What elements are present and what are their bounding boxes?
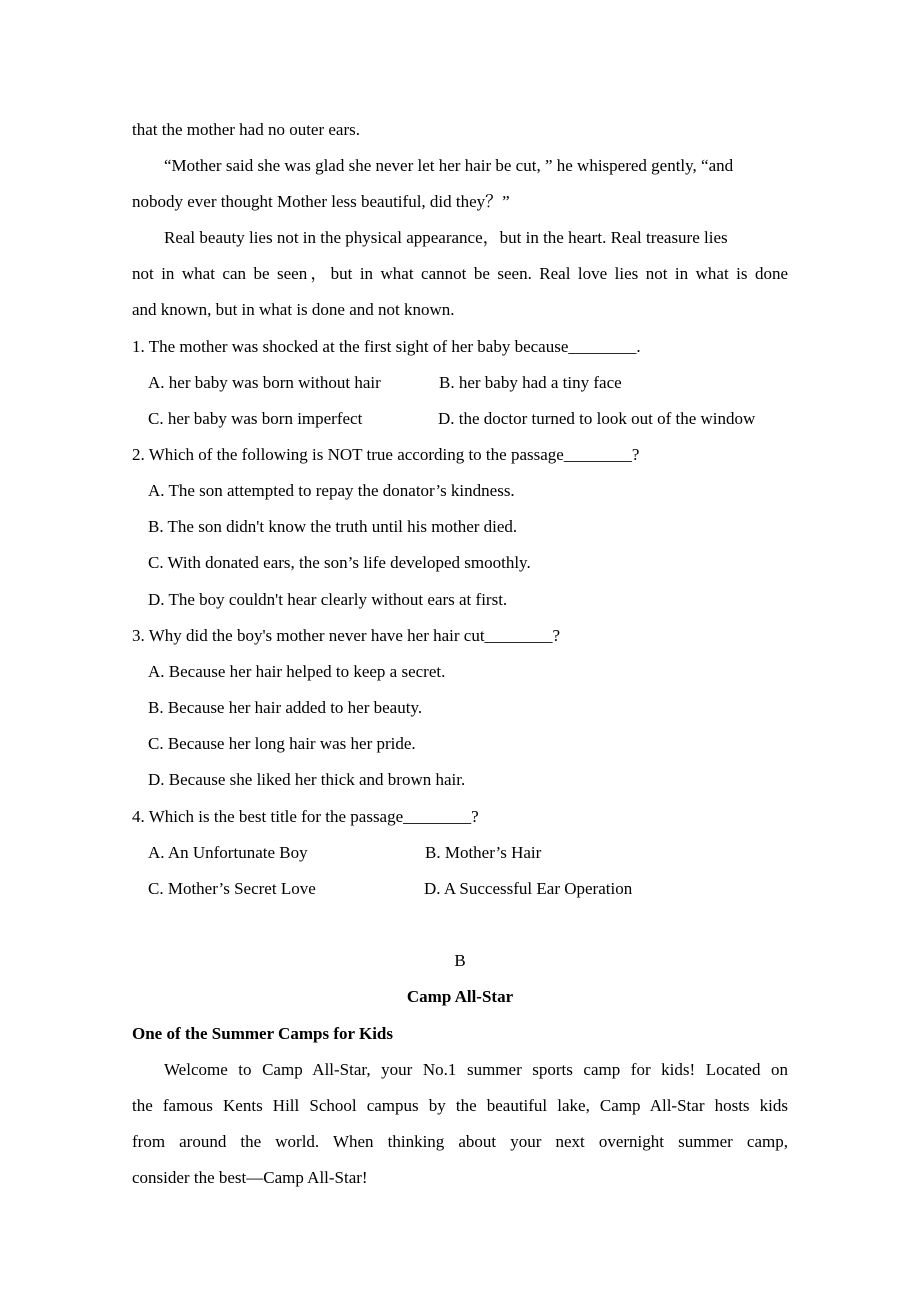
passage-line: not in what can be seen，but in what cannot be seen. Real love lies not in what is done (132, 264, 788, 283)
question-stem: 4. Which is the best title for the passage________? (132, 807, 479, 826)
answer-option: B. Because her hair added to her beauty. (148, 698, 423, 717)
passage-line: from around the world. When thinking about your next overnight summer camp, (132, 1132, 788, 1151)
answer-option: C. Mother’s Secret Love (148, 879, 316, 898)
passage-line: consider the best—Camp All-Star! (132, 1168, 368, 1187)
answer-option: A. An Unfortunate Boy (148, 843, 308, 862)
section-subtitle: One of the Summer Camps for Kids (132, 1024, 393, 1043)
answer-option: C. With donated ears, the son’s life developed smoothly. (148, 553, 531, 572)
answer-option: D. the doctor turned to look out of the window (438, 409, 756, 428)
passage-line: Real beauty lies not in the physical appearance，but in the heart. Real treasure lies (164, 228, 728, 247)
answer-option: D. The boy couldn't hear clearly without ears at first. (148, 590, 508, 609)
passage-line: nobody ever thought Mother less beautiful, did they？” (132, 192, 510, 211)
answer-option: C. her baby was born imperfect (148, 409, 363, 428)
passage-line: the famous Kents Hill School campus by the beautiful lake, Camp All-Star hosts kids (132, 1096, 788, 1115)
passage-line: and known, but in what is done and not known. (132, 300, 455, 319)
answer-option: A. Because her hair helped to keep a secret. (148, 662, 446, 681)
answer-option: D. Because she liked her thick and brown hair. (148, 770, 466, 789)
question-stem: 2. Which of the following is NOT true according to the passage________? (132, 445, 640, 464)
passage-line: “Mother said she was glad she never let her hair be cut, ” he whispered gently, “and (164, 156, 734, 175)
answer-option: B. her baby had a tiny face (439, 373, 622, 392)
answer-option: B. Mother’s Hair (425, 843, 542, 862)
answer-option: A. The son attempted to repay the donator’s kindness. (148, 481, 515, 500)
section-letter: B (454, 951, 466, 970)
passage-line: that the mother had no outer ears. (132, 120, 361, 139)
question-stem: 1. The mother was shocked at the first sight of her baby because________. (132, 337, 641, 356)
passage-line: Welcome to Camp All-Star, your No.1 summer sports camp for kids! Located on (164, 1060, 788, 1079)
answer-option: A. her baby was born without hair (148, 373, 381, 392)
question-stem: 3. Why did the boy's mother never have her hair cut________? (132, 626, 561, 645)
answer-option: B. The son didn't know the truth until his mother died. (148, 517, 518, 536)
section-title: Camp All-Star (406, 987, 514, 1006)
answer-option: D. A Successful Ear Operation (424, 879, 633, 898)
answer-option: C. Because her long hair was her pride. (148, 734, 416, 753)
